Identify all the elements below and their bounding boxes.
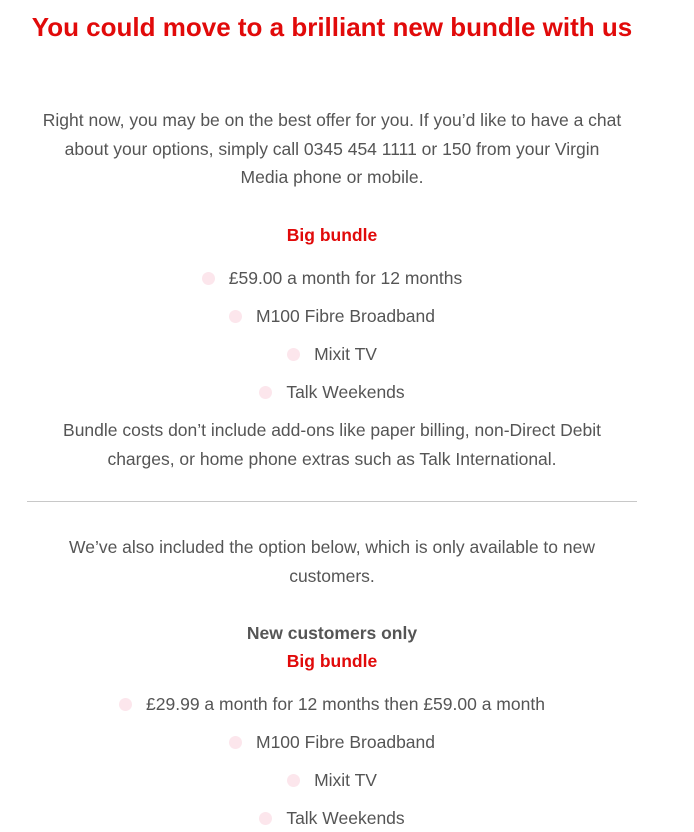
bullet-dot-icon bbox=[229, 310, 242, 323]
feature-label: £29.99 a month for 12 months then £59.00 a month bbox=[146, 694, 545, 714]
page-title: You could move to a brilliant new bundle with us bbox=[31, 12, 633, 42]
bullet-dot-icon bbox=[287, 774, 300, 787]
feature-list-item bbox=[0, 693, 664, 715]
feature-list-item bbox=[0, 305, 664, 327]
feature-label: Mixit TV bbox=[314, 344, 377, 364]
bundle-title-new: Big bundle bbox=[286, 651, 378, 671]
feature-list-item bbox=[0, 769, 664, 791]
bundle-disclaimer: Bundle costs don’t include add-ons like paper billing, non-Direct Debit charges, or home phone extras such as Talk International. bbox=[63, 420, 601, 469]
bullet-dot-icon bbox=[119, 698, 132, 711]
bullet-dot-icon bbox=[259, 386, 272, 399]
feature-list-item bbox=[0, 343, 664, 365]
feature-list-item bbox=[0, 267, 664, 289]
intro-paragraph: Right now, you may be on the best offer for you. If you’d like to have a chat about your options, simply call 0345 454 1111 or 150 from your Virgin Media phone or mobile. bbox=[42, 110, 622, 187]
feature-label: M100 Fibre Broadband bbox=[256, 306, 435, 326]
feature-label: £59.00 a month for 12 months bbox=[228, 268, 463, 288]
feature-list-item bbox=[0, 731, 664, 753]
section-divider bbox=[27, 501, 637, 502]
feature-label: Talk Weekends bbox=[286, 808, 405, 828]
bullet-dot-icon bbox=[287, 348, 300, 361]
feature-label: M100 Fibre Broadband bbox=[256, 732, 435, 752]
bullet-dot-icon bbox=[202, 272, 215, 285]
new-customer-intro: We’ve also included the option below, which is only available to new customers. bbox=[69, 537, 595, 586]
bullet-dot-icon bbox=[229, 736, 242, 749]
feature-label: Mixit TV bbox=[314, 770, 377, 790]
feature-list-item bbox=[0, 381, 664, 403]
bundle-title-current: Big bundle bbox=[286, 225, 378, 245]
new-customers-label: New customers only bbox=[246, 623, 418, 643]
feature-label: Talk Weekends bbox=[286, 382, 405, 402]
bullet-dot-icon bbox=[259, 812, 272, 825]
feature-list-item bbox=[0, 807, 664, 829]
